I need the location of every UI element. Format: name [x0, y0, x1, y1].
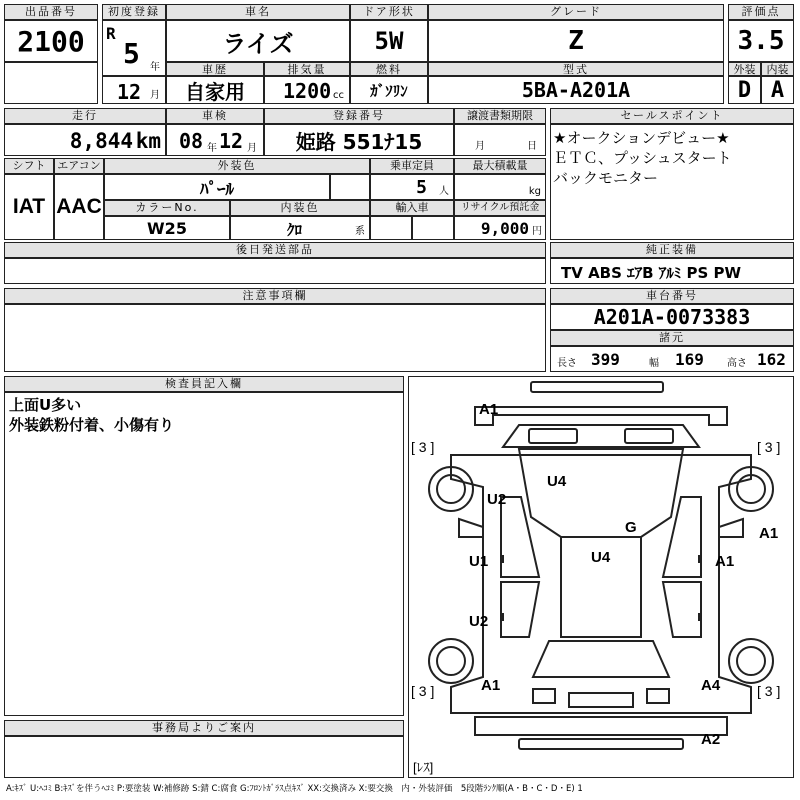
fuel-label: 燃料	[350, 62, 428, 76]
length-value: 399	[591, 350, 620, 369]
damage-mark: U1	[469, 553, 489, 570]
int-color-cell	[230, 216, 370, 240]
damage-mark: G	[625, 519, 637, 536]
selling-point-line: ＥＴＣ、プッシュスタート	[553, 149, 732, 167]
inspection-cell	[166, 124, 264, 156]
recycle-unit: 円	[532, 226, 542, 237]
equipment: TV ABS ｴｱB ｱﾙﾐ PS PW	[550, 258, 794, 284]
capacity-label: 乗車定員	[370, 158, 454, 174]
first-reg-cell	[102, 20, 166, 76]
max-load-unit: kg	[528, 186, 541, 197]
tire-mark: [ 3 ]	[411, 439, 435, 455]
first-reg-month-unit: 月	[150, 90, 160, 101]
ext-color-extra	[330, 174, 370, 200]
inspection-month-unit: 月	[247, 143, 257, 154]
int-color-unit: 系	[355, 226, 365, 237]
color-no: W25	[104, 216, 230, 240]
legend: A:ｷｽﾞ U:ﾍｺﾐ B:ｷｽﾞを伴うﾍｺﾐ P:要塗装 W:補修跡 S:錆 C:腐食 G:ﾌﾛﾝﾄｶﾞﾗｽ点ｷｽﾞ XX:交換済み X:要交換 内・外装評価 5段階ﾗﾝｸ順(A・B・C・D・E) 1	[6, 784, 583, 794]
grade: Z	[428, 20, 724, 62]
selling-points	[550, 124, 794, 240]
transfer-month-unit: 月	[475, 141, 485, 152]
history-label: 車歴	[166, 62, 264, 76]
first-reg-year: 5	[123, 37, 140, 70]
mileage-label: 走行	[4, 108, 166, 124]
score: 3.5	[728, 20, 794, 62]
recycle-cell	[454, 216, 546, 240]
height-label: 高さ	[727, 358, 747, 369]
recycle: 9,000	[480, 219, 529, 238]
color-no-label: カラーNo.	[104, 200, 230, 216]
specs-label: 諸元	[550, 330, 794, 346]
first-reg-label: 初度登録	[102, 4, 166, 20]
damage-mark: A1	[479, 401, 499, 418]
exterior-label: 外装	[728, 62, 761, 76]
lot-label: 出品番号	[4, 4, 98, 20]
doors: 5W	[350, 20, 428, 62]
inspection-month: 12	[219, 129, 244, 153]
car-outline	[409, 377, 793, 777]
damage-mark: U2	[487, 491, 507, 508]
int-color-label: 内装色	[230, 200, 370, 216]
lot-number: 2100	[4, 20, 98, 62]
model: 5BA-A201A	[428, 76, 724, 104]
displacement-cell	[264, 76, 350, 104]
plate-label: 登録番号	[264, 108, 454, 124]
first-reg-month: 12	[117, 80, 142, 104]
import-label: 輸入車	[370, 200, 454, 216]
width-label: 幅	[649, 358, 659, 369]
selling-points-label: セールスポイント	[550, 108, 794, 124]
transfer-label: 譲渡書類期限	[454, 108, 546, 124]
first-reg-month-cell	[102, 76, 166, 104]
damage-mark: A4	[701, 677, 721, 694]
chassis-number: A201A-0073383	[550, 304, 794, 330]
specs	[550, 346, 794, 372]
max-load-label: 最大積載量	[454, 158, 546, 174]
ext-color-label: 外装色	[104, 158, 370, 174]
interior-score: A	[761, 76, 794, 104]
inspection-label: 車検	[166, 108, 264, 124]
inspector-line: 上面U多い	[9, 396, 82, 414]
inspection-year-unit: 年	[207, 143, 217, 154]
car-name-label: 車名	[166, 4, 350, 20]
displacement-unit: cc	[333, 90, 344, 101]
transfer-cell	[454, 124, 546, 156]
inspector-label: 検査員記入欄	[4, 376, 404, 392]
lot-blank	[4, 62, 98, 104]
history: 自家用	[166, 76, 264, 104]
mileage-unit: km	[135, 129, 161, 153]
damage-diagram	[408, 376, 794, 778]
equipment-label: 純正装備	[550, 242, 794, 258]
displacement: 1200	[283, 79, 332, 103]
import-cell-2	[412, 216, 454, 240]
height-value: 162	[757, 350, 786, 369]
mileage: 8,844	[69, 129, 133, 153]
damage-mark: U4	[547, 473, 567, 490]
later-parts	[4, 258, 546, 284]
tire-mark: [ 3 ]	[757, 439, 781, 455]
spare-tire-mark: [ﾚｽ]	[413, 760, 434, 775]
capacity-unit: 人	[439, 186, 449, 197]
mileage-cell	[4, 124, 166, 156]
grade-label: グレード	[428, 4, 724, 20]
plate: 姫路 551ﾅ15	[264, 124, 454, 156]
capacity: 5	[416, 177, 427, 198]
office-label: 事務局よりご案内	[4, 720, 404, 736]
tire-mark: [ 3 ]	[411, 683, 435, 699]
first-reg-era: R	[106, 24, 116, 43]
damage-mark: U2	[469, 613, 489, 630]
damage-mark: A1	[759, 525, 779, 542]
shift: IAT	[4, 174, 54, 240]
notes	[4, 304, 546, 372]
shift-label: シフト	[4, 158, 54, 174]
damage-mark: A1	[715, 553, 735, 570]
interior-label: 内装	[761, 62, 794, 76]
fuel: ｶﾞｿﾘﾝ	[350, 76, 428, 104]
selling-point-line: バックモニター	[553, 169, 659, 187]
car-name: ライズ	[166, 20, 350, 62]
notes-label: 注意事項欄	[4, 288, 546, 304]
aircon-label: エアコン	[54, 158, 104, 174]
first-reg-year-unit: 年	[150, 62, 160, 73]
int-color: ｸﾛ	[287, 221, 303, 239]
max-load-cell	[454, 174, 546, 200]
inspection-year: 08	[179, 129, 204, 153]
damage-mark: A2	[701, 731, 721, 748]
tire-mark: [ 3 ]	[757, 683, 781, 699]
transfer-day-unit: 日	[527, 141, 537, 152]
model-label: 型式	[428, 62, 724, 76]
aircon: AAC	[54, 174, 104, 240]
displacement-label: 排気量	[264, 62, 350, 76]
width-value: 169	[675, 350, 704, 369]
score-label: 評価点	[728, 4, 794, 20]
length-label: 長さ	[557, 358, 577, 369]
recycle-label: リサイクル預託金	[454, 200, 546, 216]
capacity-cell	[370, 174, 454, 200]
doors-label: ドア形状	[350, 4, 428, 20]
damage-mark: U4	[591, 549, 611, 566]
later-parts-label: 後日発送部品	[4, 242, 546, 258]
chassis-label: 車台番号	[550, 288, 794, 304]
import-cell-1	[370, 216, 412, 240]
selling-point-line: ★オークションデビュー★	[553, 129, 730, 147]
damage-mark: A1	[481, 677, 501, 694]
office-notes	[4, 736, 404, 778]
inspector-line: 外装鉄粉付着、小傷有り	[9, 416, 175, 434]
ext-color: ﾊﾟｰﾙ	[104, 174, 330, 200]
inspector-notes	[4, 392, 404, 716]
exterior-score: D	[728, 76, 761, 104]
